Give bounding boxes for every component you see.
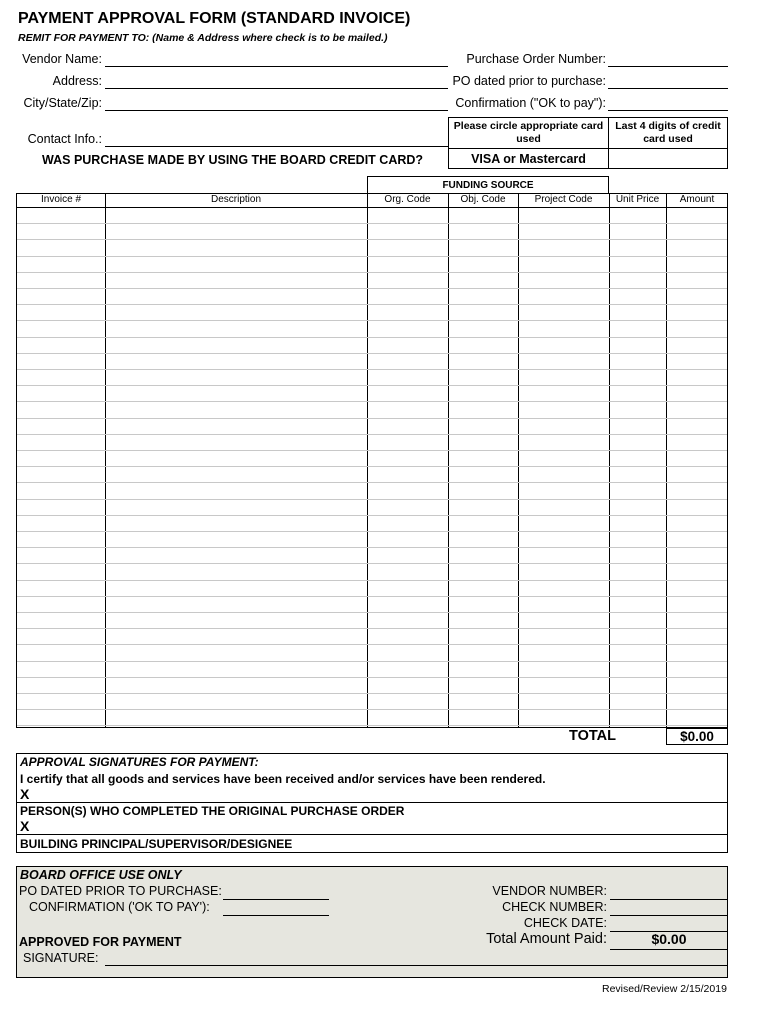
credit-card-question: WAS PURCHASE MADE BY USING THE BOARD CREDIT CARD? <box>42 153 424 167</box>
vendor-number-field[interactable] <box>610 899 728 900</box>
table-row[interactable] <box>17 466 727 467</box>
table-row[interactable] <box>17 499 727 500</box>
po-dated-label: PO dated prior to purchase: <box>452 74 606 88</box>
total-paid-value: $0.00 <box>651 931 687 947</box>
table-row[interactable] <box>17 612 727 613</box>
check-number-field[interactable] <box>610 915 728 916</box>
po-number-label: Purchase Order Number: <box>466 52 606 66</box>
vendor-number-label: VENDOR NUMBER: <box>492 884 607 898</box>
last4-header: Last 4 digits of credit card used <box>615 120 721 145</box>
signature-line <box>17 834 727 835</box>
table-row[interactable] <box>17 596 727 597</box>
table-row[interactable] <box>17 661 727 662</box>
table-row[interactable] <box>17 304 727 305</box>
form-title: PAYMENT APPROVAL FORM (STANDARD INVOICE) <box>18 10 411 27</box>
column-divider <box>448 194 449 727</box>
funding-source-label: FUNDING SOURCE <box>442 180 534 191</box>
office-po-dated-label: PO DATED PRIOR TO PURCHASE: <box>19 884 222 898</box>
table-row[interactable] <box>17 223 727 224</box>
column-divider <box>609 194 610 727</box>
board-office-heading: BOARD OFFICE USE ONLY <box>20 868 182 882</box>
confirmation-field[interactable] <box>608 110 728 111</box>
check-number-label: CHECK NUMBER: <box>502 900 607 914</box>
column-description: Description <box>210 194 262 205</box>
table-row[interactable] <box>17 628 727 629</box>
certify-statement: I certify that all goods and services have been received and/or services have been rendered. <box>20 772 546 786</box>
address-label: Address: <box>52 74 102 88</box>
card-type-options: VISA or Mastercard <box>471 152 586 166</box>
column-divider <box>105 194 106 727</box>
po-number-field[interactable] <box>608 66 728 67</box>
board-office-box <box>16 866 728 978</box>
office-po-dated-field[interactable] <box>223 899 329 900</box>
table-row[interactable] <box>17 272 727 273</box>
table-row[interactable] <box>17 450 727 451</box>
table-row[interactable] <box>17 482 727 483</box>
city-state-zip-field[interactable] <box>105 110 448 111</box>
card-type-header-box <box>448 117 609 149</box>
signature-x-mark[interactable]: X <box>20 818 30 834</box>
table-row[interactable] <box>17 547 727 548</box>
approval-signatures-box <box>16 753 728 853</box>
vendor-name-field[interactable] <box>105 66 448 67</box>
column-divider <box>367 194 368 727</box>
table-row[interactable] <box>17 418 727 419</box>
table-row[interactable] <box>17 531 727 532</box>
po-dated-field[interactable] <box>608 88 728 89</box>
card-type-options-box[interactable] <box>448 148 609 169</box>
column-obj-code: Obj. Code <box>460 194 506 205</box>
card-type-header: Please circle appropriate card used <box>453 120 604 145</box>
table-row[interactable] <box>17 288 727 289</box>
vendor-name-label: Vendor Name: <box>22 52 102 66</box>
column-unit-price: Unit Price <box>615 194 660 205</box>
funding-source-header <box>367 176 609 194</box>
table-row[interactable] <box>17 239 727 240</box>
total-paid-line <box>610 949 728 950</box>
signature-x-mark[interactable]: X <box>20 786 30 802</box>
table-row[interactable] <box>17 256 727 257</box>
table-row[interactable] <box>17 709 727 710</box>
city-state-zip-label: City/State/Zip: <box>23 96 102 110</box>
remit-instructions: REMIT FOR PAYMENT TO: (Name & Address where check is to be mailed.) <box>18 32 388 44</box>
table-row[interactable] <box>17 320 727 321</box>
column-project-code: Project Code <box>534 194 593 205</box>
total-amount: $0.00 <box>666 728 728 745</box>
invoice-items-table <box>16 193 728 728</box>
table-row[interactable] <box>17 515 727 516</box>
table-row[interactable] <box>17 369 727 370</box>
signature-line <box>17 802 727 803</box>
column-org-code: Org. Code <box>384 194 431 205</box>
confirmation-label: Confirmation ("OK to pay"): <box>455 96 606 110</box>
table-row[interactable] <box>17 693 727 694</box>
column-divider <box>518 194 519 727</box>
table-row[interactable] <box>17 677 727 678</box>
office-confirmation-field[interactable] <box>223 915 329 916</box>
signature-label: SIGNATURE: <box>23 951 99 965</box>
table-row[interactable] <box>17 580 727 581</box>
check-date-label: CHECK DATE: <box>523 916 607 930</box>
approval-heading: APPROVAL SIGNATURES FOR PAYMENT: <box>20 755 259 769</box>
table-row[interactable] <box>17 401 727 402</box>
column-divider <box>666 194 667 727</box>
last4-header-box <box>608 117 728 149</box>
table-row[interactable] <box>17 725 727 726</box>
column-amount: Amount <box>679 194 715 205</box>
table-row[interactable] <box>17 644 727 645</box>
table-row[interactable] <box>17 434 727 435</box>
office-signature-field[interactable] <box>105 965 728 966</box>
contact-info-field[interactable] <box>105 146 448 147</box>
approved-for-payment-label: APPROVED FOR PAYMENT <box>19 935 182 949</box>
table-row[interactable] <box>17 385 727 386</box>
total-label: TOTAL <box>569 728 616 744</box>
column-invoice-number: Invoice # <box>40 194 82 205</box>
table-row[interactable] <box>17 337 727 338</box>
office-confirmation-label: CONFIRMATION ('OK TO PAY'): <box>29 900 210 914</box>
principal-label: BUILDING PRINCIPAL/SUPERVISOR/DESIGNEE <box>20 837 293 851</box>
table-row[interactable] <box>17 353 727 354</box>
table-row[interactable] <box>17 563 727 564</box>
contact-info-label: Contact Info.: <box>27 132 102 146</box>
last4-digits-field[interactable] <box>608 148 728 169</box>
po-person-label: PERSON(S) WHO COMPLETED THE ORIGINAL PURCHASE ORDER <box>20 804 405 818</box>
table-header-divider <box>17 207 727 208</box>
address-field[interactable] <box>105 88 448 89</box>
revision-date: Revised/Review 2/15/2019 <box>602 983 727 995</box>
total-paid-label: Total Amount Paid: <box>486 931 607 947</box>
